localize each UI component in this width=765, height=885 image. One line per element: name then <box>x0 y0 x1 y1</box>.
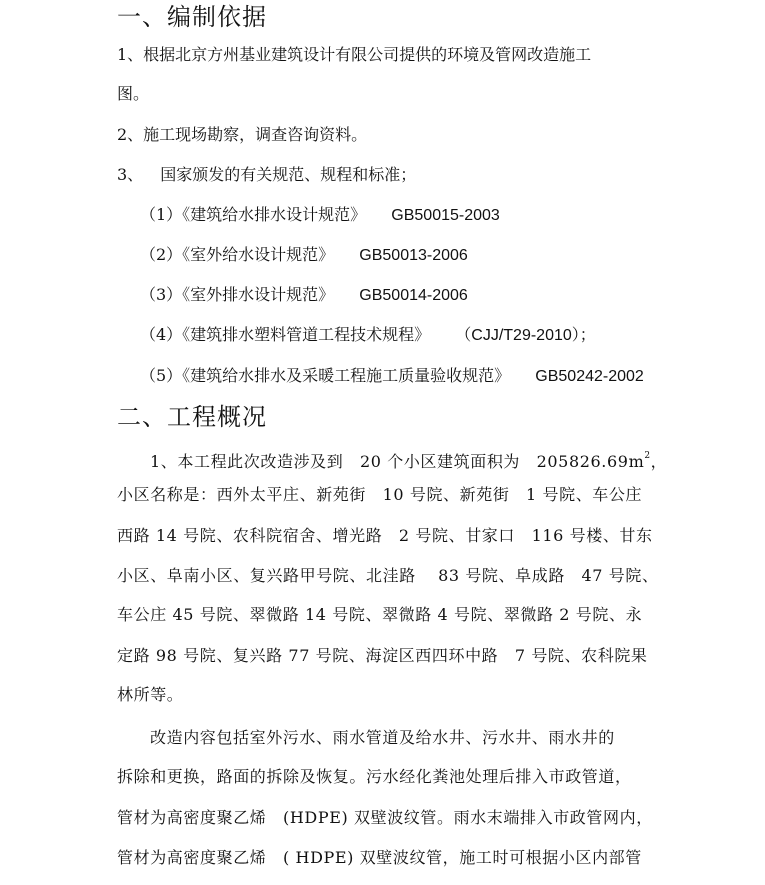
standard-label: （4）《建筑排水塑料管道工程技术规程》 <box>140 325 431 344</box>
overview-p2-line-2: 拆除和更换，路面的拆除及恢复。污水经化粪池处理后排入市政管道， <box>117 767 632 786</box>
standard-item-4 <box>140 325 596 346</box>
standard-code: （CJJ/T29-2010）； <box>455 327 596 344</box>
standard-item-5 <box>140 366 644 387</box>
basis-item-3 <box>117 165 416 185</box>
basis-item-1-line-2: 图。 <box>117 84 150 103</box>
section-heading-overview: 二、工程概况 <box>117 403 267 431</box>
basis-item-1-line-1: 1、根据北京方州基业建筑设计有限公司提供的环境及管网改造施工 <box>117 45 592 64</box>
standard-label: （3）《室外排水设计规范》 <box>140 285 335 304</box>
overview-p2-line-4: 管材为高密度聚乙烯 ( HDPE) 双壁波纹管，施工时可根据小区内部管 <box>117 848 642 867</box>
standard-item-3 <box>140 285 468 306</box>
overview-p2-line-1: 改造内容包括室外污水、雨水管道及给水井、污水井、雨水井的 <box>150 728 615 747</box>
standard-code: GB50014-2006 <box>359 287 468 304</box>
standard-code: GB50242-2002 <box>535 368 644 385</box>
overview-p1-line-7: 林所等。 <box>117 685 184 704</box>
standard-label: （2）《室外给水设计规范》 <box>140 245 335 264</box>
overview-p2-line-3: 管材为高密度聚乙烯 (HDPE) 双壁波纹管。雨水末端排入市政管网内， <box>117 808 653 827</box>
basis-item-2: 2、施工现场勘察，调查咨询资料。 <box>117 125 368 144</box>
overview-p1-line-5: 车公庄 45 号院、翠微路 14 号院、翠微路 4 号院、翠微路 2 号院、永 <box>117 605 643 624</box>
standard-code: GB50015-2003 <box>391 207 500 224</box>
overview-p1-line-2: 小区名称是：西外太平庄、新苑街 10 号院、新苑街 1 号院、车公庄 <box>117 485 643 504</box>
basis-item-3-number: 3、 <box>117 165 144 184</box>
standard-label: （5）《建筑给水排水及采暖工程施工质量验收规范》 <box>140 366 511 385</box>
standard-item-2 <box>140 245 468 266</box>
standard-code: GB50013-2006 <box>359 247 468 264</box>
basis-item-3-text: 国家颁发的有关规范、规程和标准； <box>160 165 417 184</box>
area-unit-superscript: 2 <box>644 451 651 461</box>
standard-item-1 <box>140 205 500 226</box>
overview-p1-line-4: 小区、阜南小区、复兴路甲号院、北洼路 83 号院、阜成路 47 号院、 <box>117 566 659 585</box>
area-unit: m <box>628 452 645 471</box>
standard-label: （1）《建筑给水排水设计规范》 <box>140 205 367 224</box>
overview-p1-line-1: 1、本工程此次改造涉及到 20 个小区建筑面积为 $205826.69m^2$， <box>150 451 668 471</box>
overview-p1-line-6: 定路 98 号院、复兴路 77 号院、海淀区西四环中路 7 号院、农科院果 <box>117 646 648 665</box>
section-heading-basis: 一、编制依据 <box>117 3 267 31</box>
overview-p1-line-3: 西路 14 号院、农科院宿舍、增光路 2 号院、甘家口 116 号楼、甘东 <box>117 526 653 545</box>
